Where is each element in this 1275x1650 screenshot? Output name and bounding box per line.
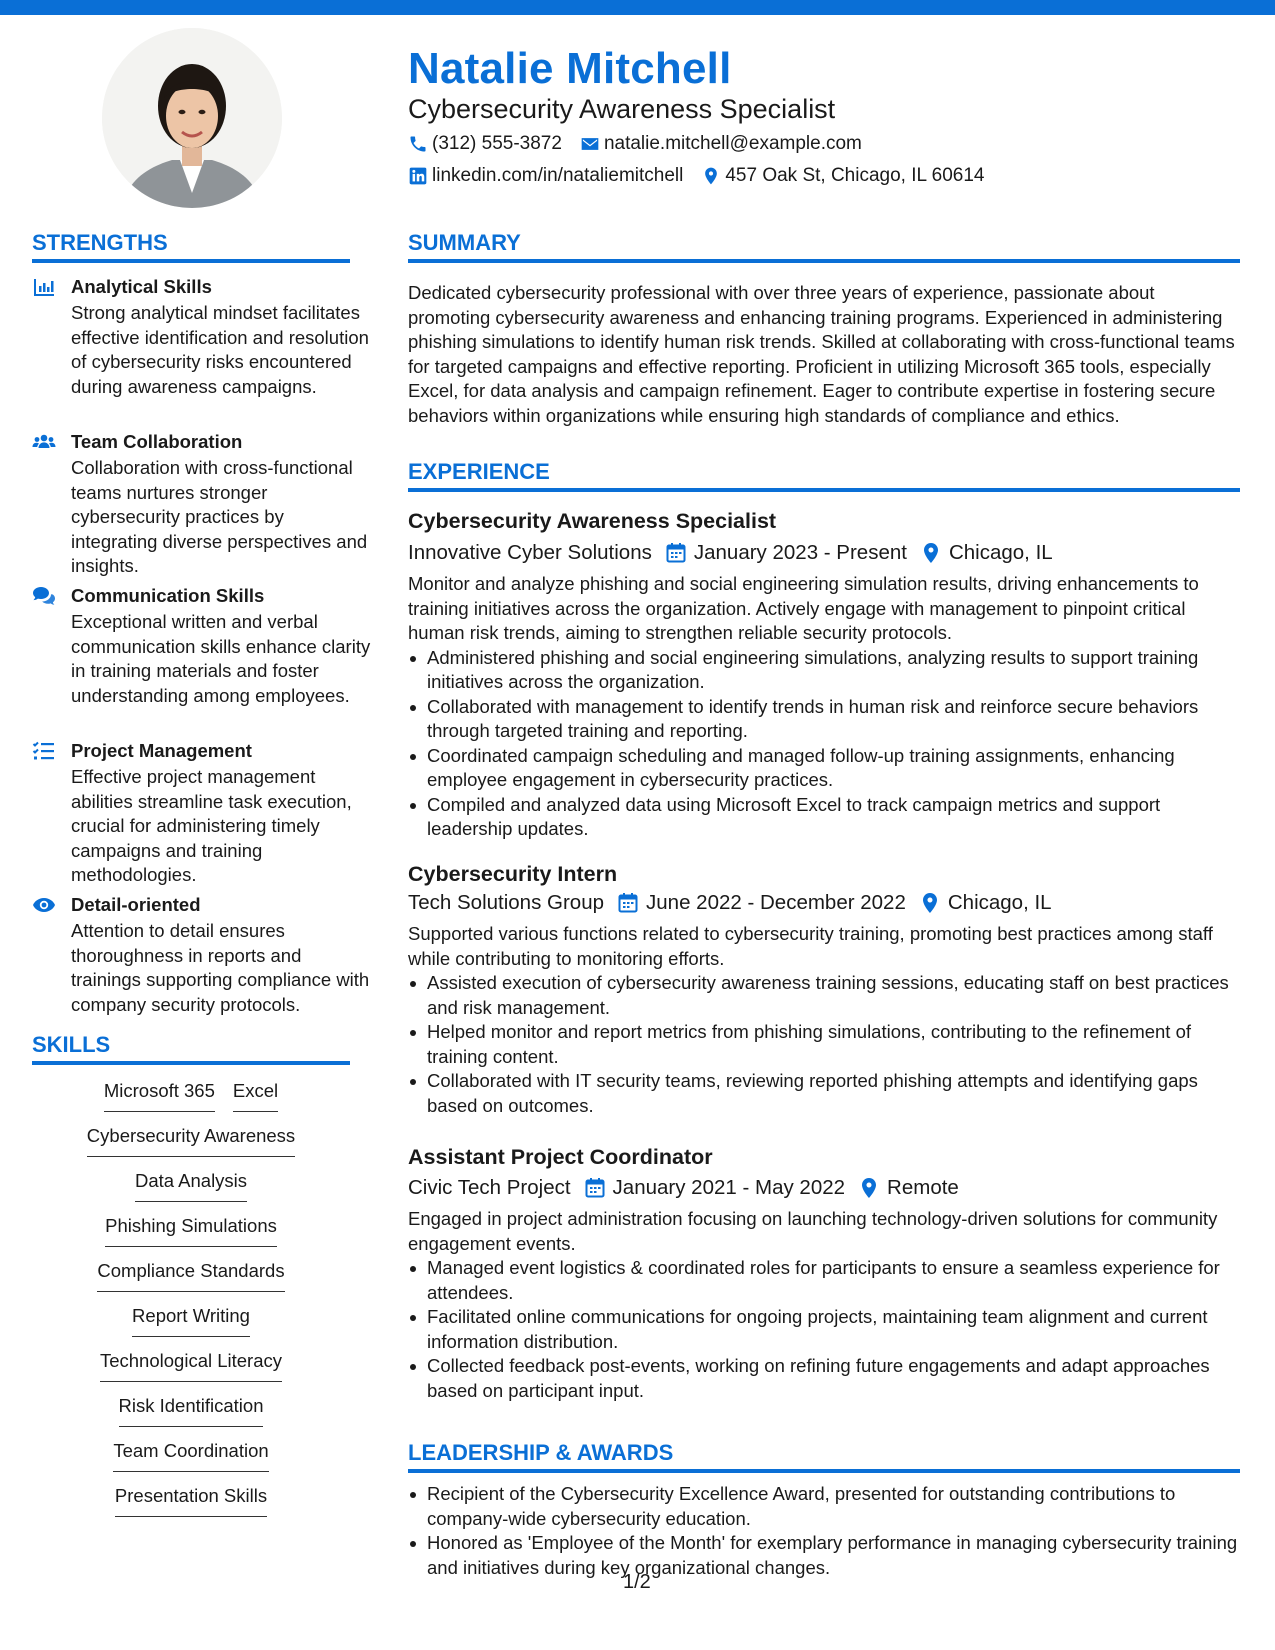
job-meta bbox=[408, 541, 1240, 565]
linkedin-icon bbox=[408, 166, 428, 186]
skill-tag: Data Analysis bbox=[135, 1170, 247, 1202]
skill-tag: Presentation Skills bbox=[115, 1485, 267, 1517]
phone-icon bbox=[408, 134, 428, 154]
job-bullet: Assisted execution of cybersecurity awareness training sessions, educating staff on best practices and risk management. bbox=[408, 971, 1240, 1020]
comments-icon bbox=[32, 585, 56, 607]
email-contact[interactable] bbox=[580, 133, 862, 155]
strength-title: Project Management bbox=[71, 740, 252, 761]
job-title: Cybersecurity Awareness Specialist bbox=[408, 509, 777, 533]
job-summary: Engaged in project administration focusing on launching technology-driven solutions for community engagement events. bbox=[408, 1208, 1218, 1254]
strength-description: Strong analytical mindset facilitates effective identification and resolution of cybersecurity risks encountered during awareness campaigns. bbox=[71, 302, 369, 397]
job-dates: June 2022 - December 2022 bbox=[646, 891, 906, 914]
job-summary: Supported various functions related to cybersecurity training, promoting best practices among staff while contributing to monitoring efforts. bbox=[408, 923, 1213, 969]
profile-photo bbox=[102, 28, 282, 208]
bar-chart-icon bbox=[32, 276, 56, 298]
page-number: 1/2 bbox=[623, 1571, 651, 1593]
strength-description: Effective project management abilities streamline task execution, crucial for administering timely campaigns and training methodologies. bbox=[71, 766, 352, 885]
job-summary: Monitor and analyze phishing and social engineering simulation results, driving enhancements to training initiatives across the organization. Actively engage with management to pinpoint critical human risk trends, aiming to strengthen reliable security protocols. bbox=[408, 573, 1199, 643]
awards-section bbox=[408, 1482, 1240, 1580]
list-check-icon bbox=[32, 740, 56, 762]
skills-rule bbox=[32, 1061, 350, 1065]
job-location: Chicago, IL bbox=[948, 541, 1053, 564]
summary-heading: SUMMARY bbox=[408, 230, 521, 255]
award-item: Honored as 'Employee of the Month' for exemplary performance in managing cybersecurity training and initiatives during key organizational changes. bbox=[408, 1531, 1240, 1580]
phone-contact[interactable] bbox=[408, 133, 562, 155]
job-bullets bbox=[408, 646, 1240, 842]
top-accent-bar bbox=[0, 0, 1275, 15]
address-contact bbox=[701, 165, 984, 187]
strength-description: Attention to detail ensures thoroughness in reports and trainings supporting compliance with company security protocols. bbox=[71, 920, 370, 1015]
map-pin-icon bbox=[921, 542, 941, 564]
email-text: natalie.mitchell@example.com bbox=[603, 133, 862, 154]
contact-row-2 bbox=[408, 165, 1002, 187]
job-bullet: Facilitated online communications for ongoing projects, maintaining team alignment and current information distribution. bbox=[408, 1305, 1240, 1354]
skill-tag: Report Writing bbox=[132, 1305, 250, 1337]
strength-title: Analytical Skills bbox=[71, 276, 212, 297]
summary-rule bbox=[408, 259, 1240, 263]
candidate-name: Natalie Mitchell bbox=[408, 44, 732, 93]
job-company: Innovative Cyber Solutions bbox=[408, 541, 652, 564]
contact-row-1 bbox=[408, 133, 880, 155]
strength-title: Communication Skills bbox=[71, 585, 265, 606]
map-pin-icon bbox=[701, 166, 721, 186]
job-company: Civic Tech Project bbox=[408, 1176, 571, 1199]
strengths-rule bbox=[32, 259, 350, 263]
strength-title: Team Collaboration bbox=[71, 431, 243, 452]
skill-tag: Compliance Standards bbox=[97, 1260, 284, 1292]
job-title: Cybersecurity Intern bbox=[408, 862, 618, 886]
linkedin-contact[interactable] bbox=[408, 165, 683, 187]
job-bullet: Compiled and analyzed data using Microsoft Excel to track campaign metrics and support leadership updates. bbox=[408, 793, 1240, 842]
strengths-heading: STRENGTHS bbox=[32, 230, 168, 255]
calendar-icon bbox=[585, 1177, 605, 1199]
job-bullets bbox=[408, 1256, 1240, 1403]
candidate-headline: Cybersecurity Awareness Specialist bbox=[408, 94, 836, 124]
envelope-icon bbox=[580, 134, 600, 154]
skill-tag: Cybersecurity Awareness bbox=[87, 1125, 295, 1157]
summary-text: Dedicated cybersecurity professional with over three years of experience, passionate about promoting cybersecurity awareness and enhancing training programs. Experienced in administering phishing simulations to identify human risk trends. Skilled at collaborating with cross-functional teams for targeted campaigns and effective reporting. Proficient in utilizing Microsoft 365 tools, especially Excel, for data analysis and campaign refinement. Eager to contribute expertise in fostering secure behaviors within organizations while ensuring high standards of compliance and ethics. bbox=[408, 282, 1235, 426]
phone-text: (312) 555-3872 bbox=[432, 133, 562, 154]
users-icon bbox=[32, 431, 56, 453]
eye-icon bbox=[32, 894, 56, 916]
skills-list bbox=[32, 1080, 350, 1530]
job-company: Tech Solutions Group bbox=[408, 891, 605, 914]
calendar-icon bbox=[618, 892, 638, 914]
awards-heading: LEADERSHIP & AWARDS bbox=[408, 1440, 674, 1465]
calendar-icon bbox=[666, 542, 686, 564]
job-bullet: Administered phishing and social engineering simulations, analyzing results to support training initiatives across the organization. bbox=[408, 646, 1240, 695]
job-location: Remote bbox=[887, 1176, 959, 1199]
experience-rule bbox=[408, 488, 1240, 492]
skills-heading: SKILLS bbox=[32, 1032, 111, 1057]
job-bullets bbox=[408, 971, 1240, 1118]
job-bullet: Helped monitor and report metrics from phishing simulations, contributing to the refinement of training content. bbox=[408, 1020, 1240, 1069]
experience-entry bbox=[408, 1145, 1240, 1403]
job-bullet: Collected feedback post-events, working on refining future engagements and adapt approaches based on participant input. bbox=[408, 1354, 1240, 1403]
job-bullet: Coordinated campaign scheduling and managed follow-up training assignments, enhancing employee engagement in cybersecurity practices. bbox=[408, 744, 1240, 793]
skill-tag: Microsoft 365 bbox=[104, 1080, 215, 1112]
job-bullet: Collaborated with management to identify trends in human risk and reinforce secure behaviors through targeted training and reporting. bbox=[408, 695, 1240, 744]
experience-entry bbox=[408, 509, 1240, 842]
job-meta bbox=[408, 891, 1240, 915]
job-dates: January 2023 - Present bbox=[693, 541, 907, 564]
linkedin-text: linkedin.com/in/nataliemitchell bbox=[432, 165, 684, 186]
job-bullet: Managed event logistics & coordinated roles for participants to ensure a seamless experience for attendees. bbox=[408, 1256, 1240, 1305]
strength-description: Collaboration with cross-functional teams nurtures stronger cybersecurity practices by integrating diverse perspectives and insights. bbox=[71, 457, 368, 576]
job-bullet: Collaborated with IT security teams, reviewing reported phishing attempts and identifying gaps based on outcomes. bbox=[408, 1069, 1240, 1118]
job-dates: January 2021 - May 2022 bbox=[612, 1176, 846, 1199]
skill-tag: Team Coordination bbox=[113, 1440, 268, 1472]
awards-list bbox=[408, 1482, 1240, 1580]
strength-description: Exceptional written and verbal communication skills enhance clarity in training materials and foster understanding among employees. bbox=[71, 611, 371, 706]
map-pin-icon bbox=[859, 1177, 879, 1199]
strength-title: Detail-oriented bbox=[71, 894, 201, 915]
job-meta bbox=[408, 1176, 1240, 1200]
job-title: Assistant Project Coordinator bbox=[408, 1145, 713, 1169]
map-pin-icon bbox=[920, 892, 940, 914]
job-location: Chicago, IL bbox=[947, 891, 1052, 914]
skill-tag: Technological Literacy bbox=[100, 1350, 282, 1382]
skill-tag: Phishing Simulations bbox=[105, 1215, 277, 1247]
address-text: 457 Oak St, Chicago, IL 60614 bbox=[725, 165, 985, 186]
skill-tag: Risk Identification bbox=[119, 1395, 264, 1427]
award-item: Recipient of the Cybersecurity Excellence Award, presented for outstanding contributions to company-wide cybersecurity education. bbox=[408, 1482, 1240, 1531]
experience-entry bbox=[408, 862, 1240, 1118]
skill-tag: Excel bbox=[233, 1080, 278, 1112]
awards-rule bbox=[408, 1469, 1240, 1473]
experience-heading: EXPERIENCE bbox=[408, 459, 550, 484]
